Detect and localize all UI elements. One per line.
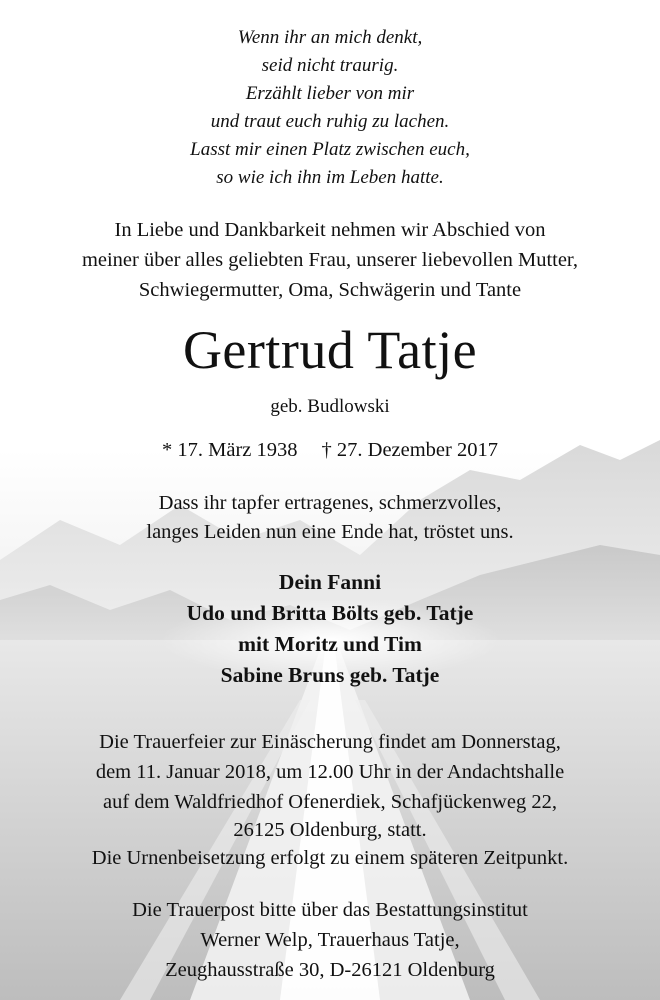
poem-line: Lasst mir einen Platz zwischen euch, xyxy=(190,139,470,160)
mourner-line: Udo und Britta Bölts geb. Tatje xyxy=(186,601,474,625)
poem-line: so wie ich ihn im Leben hatte. xyxy=(216,167,444,188)
poem-line: und traut euch ruhig zu lachen. xyxy=(210,111,450,132)
poem-line: seid nicht traurig. xyxy=(261,55,399,76)
consolation-line: Dass ihr tapfer ertragenes, schmerzvolles, xyxy=(158,492,502,514)
poem-line: Wenn ihr an mich denkt, xyxy=(237,27,423,48)
consolation-line: langes Leiden nun eine Ende hat, tröstet uns. xyxy=(146,521,514,543)
birth-date: * 17. März 1938 xyxy=(162,439,298,461)
ceremony-line: Die Urnenbeisetzung erfolgt zu einem späteren Zeitpunkt. xyxy=(91,847,569,869)
intro-line: Schwiegermutter, Oma, Schwägerin und Tante xyxy=(138,279,522,301)
ceremony-line: dem 11. Januar 2018, um 12.00 Uhr in der Andachtshalle xyxy=(95,761,565,783)
deceased-name: Gertrud Tatje xyxy=(182,320,478,380)
birth-name: geb. Budlowski xyxy=(270,396,390,417)
ceremony-line: auf dem Waldfriedhof Ofenerdiek, Schafjückenweg 22, xyxy=(103,791,557,813)
intro-line: meiner über alles geliebten Frau, unserer liebevollen Mutter, xyxy=(81,249,579,271)
mourner-line: mit Moritz und Tim xyxy=(238,632,422,656)
condolence-line: Zeughausstraße 30, D-26121 Oldenburg xyxy=(165,959,495,981)
intro-line: In Liebe und Dankbarkeit nehmen wir Abschied von xyxy=(114,219,546,241)
death-date: † 27. Dezember 2017 xyxy=(321,439,498,461)
mourner-line: Sabine Bruns geb. Tatje xyxy=(220,663,440,687)
poem-line: Erzählt lieber von mir xyxy=(245,83,415,104)
mourner-line: Dein Fanni xyxy=(278,570,382,594)
condolence-line: Werner Welp, Trauerhaus Tatje, xyxy=(200,929,460,951)
condolence-line: Die Trauerpost bitte über das Bestattungsinstitut xyxy=(132,899,528,921)
ceremony-line: Die Trauerfeier zur Einäscherung findet am Donnerstag, xyxy=(99,731,561,753)
life-dates xyxy=(0,435,660,465)
ceremony-line: 26125 Oldenburg, statt. xyxy=(233,819,427,841)
